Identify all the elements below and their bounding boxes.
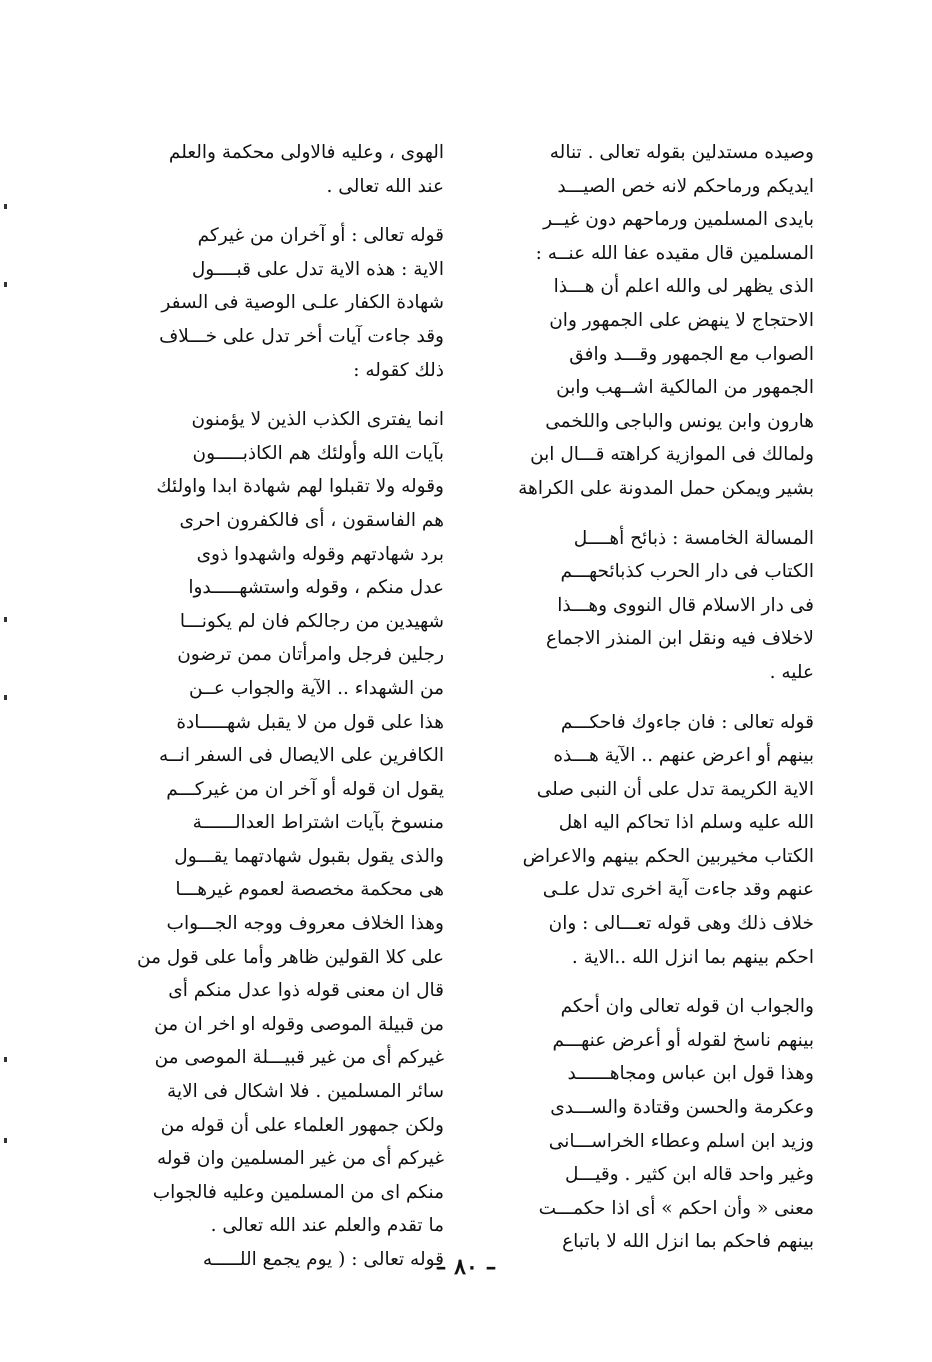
text-line: ايديكم ورماحكم لانه خص الصيـــد	[557, 175, 814, 197]
text-line: وعكرمة والحسن وقتادة والســـدى	[550, 1097, 814, 1119]
left-column	[116, 136, 444, 1277]
text-line: قوله تعالى : أو آخران من غيركم	[197, 225, 444, 247]
page-number: – ٨٠ –	[435, 1254, 497, 1280]
text-line: بينهم ناسخ لقوله أو أعرض عنهـــم	[552, 1029, 814, 1051]
text-line: انما يفترى الكذب الذين لا يؤمنون	[191, 409, 444, 431]
text-line: المسلمين قال مقيده عفا الله عنــه :	[535, 242, 814, 264]
text-line: الكتاب مخيربين الحكم بينهم والاعراض	[522, 845, 814, 867]
text-line: وزيد ابن اسلم وعطاء الخراســـانى	[548, 1130, 814, 1152]
text-line: بشير ويمكن حمل المدونة على الكراهة	[518, 477, 814, 499]
text-line: عليه .	[769, 661, 814, 683]
scan-speck	[4, 1138, 7, 1143]
scan-speck	[4, 617, 7, 622]
text-line: برد شهادتهم وقوله واشهدوا ذوى	[196, 543, 444, 565]
text-line: ولكن جمهور العلماء على أن قوله من	[160, 1114, 444, 1136]
scan-speck	[4, 1057, 7, 1062]
text-line: الكتاب فى دار الحرب كذبائحهـــم	[560, 561, 814, 583]
text-line: منسوخ بآيات اشتراط العدالــــــة	[192, 812, 444, 834]
text-line: منكم اى من المسلمين وعليه فالجواب	[152, 1181, 444, 1203]
text-line: الذى يظهر لى والله اعلم أن هـــذا	[553, 276, 814, 298]
text-line: يقول ان قوله أو آخر ان من غيركـــم	[166, 778, 444, 800]
text-line: لاخلاف فيه ونقل ابن المنذر الاجماع	[546, 628, 814, 650]
text-line: وقوله ولا تقبلوا لهم شهادة ابدا واولئك	[156, 476, 444, 498]
text-line: عند الله تعالى .	[326, 175, 444, 197]
paragraph	[488, 990, 814, 1259]
scan-speck	[4, 282, 7, 287]
scan-speck	[4, 204, 7, 209]
text-line: ولمالك فى الموازية كراهته قـــال ابن	[530, 444, 814, 466]
scan-speck	[4, 695, 7, 700]
text-line: الاية الكريمة تدل على أن النبى صلى	[536, 778, 814, 800]
text-line: قوله تعالى : فان جاءوك فاحكـــم	[560, 711, 814, 733]
text-line: الصواب مع الجمهور وقـــد وافق	[569, 343, 814, 365]
text-line: وهذا قول ابن عباس ومجاهــــــد	[567, 1063, 814, 1085]
text-line: خلاف ذلك وهى قوله تعـــالى : وان	[548, 913, 814, 935]
text-line: الاية : هذه الاية تدل على قبــــول	[191, 258, 444, 280]
paragraph	[116, 403, 444, 1243]
text-line: هم الفاسقون ، أى فالكفرون احرى	[179, 509, 444, 531]
text-line: شهادة الكفار علـى الوصية فى السفر	[161, 292, 444, 314]
text-line: هذا على قول من لا يقبل شهـــــادة	[176, 711, 444, 733]
text-line: ما تقدم والعلم عند الله تعالى .	[210, 1215, 444, 1237]
text-line: الكافرين على الايصال فى السفر انــه	[158, 745, 444, 767]
paragraph	[116, 219, 444, 387]
text-line: وقد جاءت آيات أخر تدل على خـــلاف	[159, 325, 444, 347]
text-line: بايدى المسلمين ورماحهم دون غيــر	[543, 209, 814, 231]
text-line: هى محكمة مخصصة لعموم غيرهـــا	[175, 879, 444, 901]
text-line: الجمهور من المالكية اشــهب وابن	[556, 377, 814, 399]
paragraph	[488, 136, 814, 506]
text-line: غيركم أى من غير قبيـــلة الموصى من	[154, 1047, 444, 1069]
text-line: والجواب ان قوله تعالى وان أحكم	[560, 996, 814, 1018]
text-line: على كلا القولين ظاهر وأما على قول من	[137, 946, 444, 968]
text-line: وصيده مستدلين بقوله تعالى . تناله	[549, 142, 814, 163]
paragraph	[116, 136, 444, 203]
text-line: وهذا الخلاف معروف ووجه الجـــواب	[166, 913, 444, 935]
text-line: الاحتجاج لا ينهض على الجمهور وان	[549, 309, 814, 331]
text-line: بآيات الله وأولئك هم الكاذبـــــون	[192, 442, 444, 464]
text-line: ذلك كقوله :	[353, 359, 444, 381]
text-line: عدل منكم ، وقوله واستشهـــــدوا	[188, 577, 444, 599]
text-line: احكم بينهم بما انزل الله ..الاية .	[571, 946, 814, 968]
text-line: وغير واحد قاله ابن كثير . وقيـــل	[564, 1164, 814, 1186]
text-line: هارون وابن يونس والباجى واللخمى	[545, 410, 814, 432]
text-line: من الشهداء .. الآية والجواب عــن	[189, 677, 444, 699]
text-line: قوله تعالى : ( يوم يجمع اللـــــه	[202, 1249, 444, 1270]
text-line: معنى « وأن احكم » أى اذا حكمـــت	[538, 1197, 814, 1219]
paragraph	[488, 522, 814, 690]
text-line: بينهم فاحكم بما انزل الله لا باتباع	[562, 1231, 814, 1253]
text-line: قال ان معنى قوله ذوا عدل منكم أى	[168, 980, 444, 1002]
text-line: والذى يقول بقبول شهادتهما يقـــول	[174, 845, 444, 867]
text-line: بينهم أو اعرض عنهم .. الآية هـــذه	[553, 745, 814, 767]
text-line: عنهم وقد جاءت آية اخرى تدل علـى	[542, 879, 814, 901]
text-line: سائر المسلمين . فلا اشكال فى الاية	[167, 1081, 444, 1103]
text-line: غيركم أى من غير المسلمين وان قوله	[156, 1148, 444, 1170]
text-line: من قبيلة الموصى وقوله او اخر ان من	[154, 1013, 444, 1035]
text-line: رجلين فرجل وامرأتان ممن ترضون	[177, 644, 444, 666]
text-line: الله عليه وسلم اذا تحاكم اليه اهل	[558, 812, 814, 834]
text-line: المسالة الخامسة : ذبائح أهــــل	[573, 527, 814, 549]
text-line: الهوى ، وعليه فالاولى محكمة والعلم	[168, 142, 444, 163]
text-line: فى دار الاسلام قال النووى وهـــذا	[557, 594, 814, 616]
paragraph	[488, 706, 814, 975]
right-column	[488, 136, 814, 1259]
text-line: شهيدين من رجالكم فان لم يكونـــا	[179, 610, 444, 632]
